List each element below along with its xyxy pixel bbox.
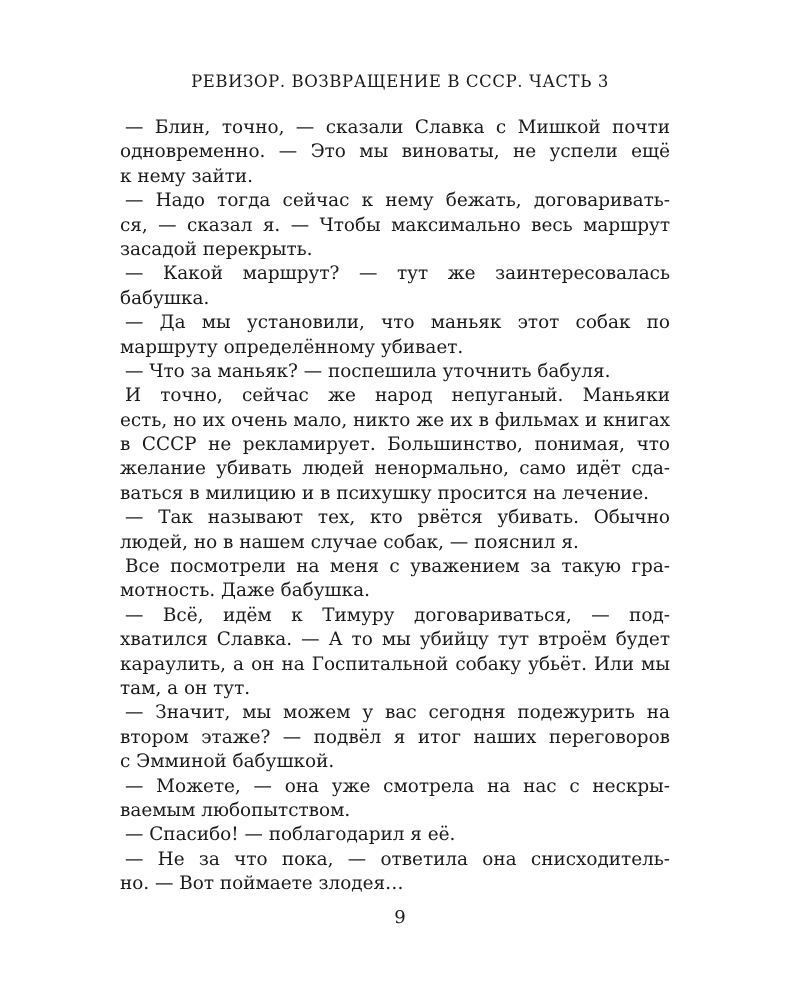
text-line: — Какой маршрут? — тут же заинтересовалась <box>125 263 670 285</box>
text-line: там, а он тут. <box>120 677 251 699</box>
text-line: — Не за что пока, — ответила она снисходитель- <box>125 848 670 870</box>
text-line: ваться в милицию и в психушку просится на лечение. <box>120 482 649 504</box>
text-line: мотность. Даже бабушка. <box>120 580 370 602</box>
text-line: — Можете, — она уже смотрела на нас с нескры- <box>125 775 670 797</box>
text-line: с Эмминой бабушкой. <box>120 751 335 773</box>
text-line: — Спасибо! — поблагодарил я её. <box>125 824 456 846</box>
text-line: — Так называют тех, кто рвётся убивать. Обычно <box>125 507 670 529</box>
text-line: И точно, сейчас же народ непуганый. Маньяки <box>125 385 670 407</box>
page-number: 9 <box>394 907 406 928</box>
text-line: есть, но их очень мало, никто же их в фильмах и книгах <box>120 409 670 431</box>
text-line: к нему зайти. <box>120 165 253 187</box>
text-line: втором этаже? — подвёл я итог наших переговоров <box>120 726 670 748</box>
text-line: ся, — сказал я. — Чтобы максимально весь маршрут <box>120 214 670 236</box>
text-line: ваемым любопытством. <box>120 799 351 821</box>
text-line: — Значит, мы можем у вас сегодня подежурить на <box>125 702 670 724</box>
text-line: караулить, а он на Госпитальной собаку убьёт. Или мы <box>120 653 670 675</box>
body-text <box>120 116 670 897</box>
text-line: людей, но в нашем случае собак, — пояснил я. <box>120 531 579 553</box>
text-line: в СССР не рекламирует. Большинство, понимая, что <box>120 434 670 456</box>
text-line: бабушка. <box>120 287 210 309</box>
text-line: желание убивать людей ненормально, само идёт сда- <box>120 458 670 480</box>
text-line: но. — Вот поймаете злодея… <box>120 873 404 895</box>
text-line: хватился Славка. — А то мы убийцу тут втроём будет <box>120 629 670 651</box>
text-line: — Блин, точно, — сказали Славка с Мишкой почти <box>125 117 670 138</box>
text-line: одновременно. — Это мы виноваты, не успели ещё <box>120 141 670 163</box>
text-line: — Что за маньяк? — поспешила уточнить бабуля. <box>125 360 611 382</box>
text-line: засадой перекрыть. <box>120 238 313 260</box>
text-line: маршруту определённому убивает. <box>120 336 464 358</box>
text-line: — Надо тогда сейчас к нему бежать, договаривать- <box>125 190 670 212</box>
text-line: Все посмотрели на меня с уважением за такую гра- <box>125 556 670 578</box>
text-line: — Да мы установили, что маньяк этот собак по <box>125 312 670 334</box>
text-line: — Всё, идём к Тимуру договариваться, — под- <box>125 604 670 626</box>
running-head: РЕВИЗОР. ВОЗВРАЩЕНИЕ В СССР. ЧАСТЬ 3 <box>191 72 609 91</box>
